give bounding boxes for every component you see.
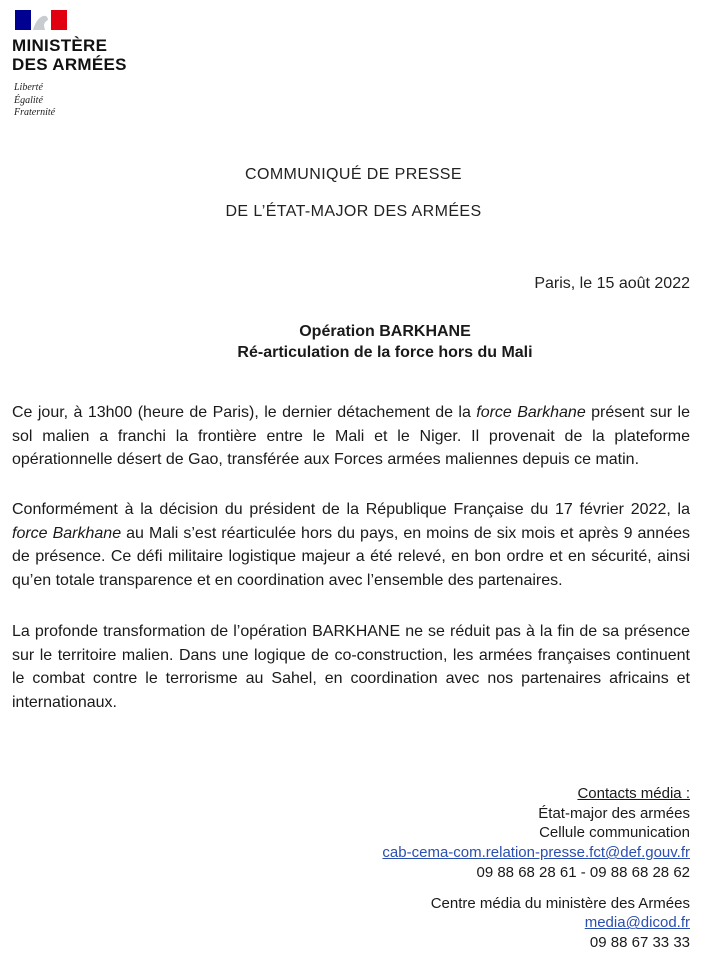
operation-subtitle: Ré-articulation de la force hors du Mali: [237, 344, 533, 361]
marianne-flag-icon: [15, 10, 67, 30]
contact-phone-dicod: 09 88 67 33 33: [589, 933, 690, 951]
paragraph-2-emphasis: force Barkhane: [12, 524, 122, 542]
ministry-name: [12, 36, 127, 74]
paragraph-1-text-end: présent sur le sol malien a franchi la frontière entre le Mali et le Niger. Il provenait de la plateforme opérationnelle désert de Gao, transférée aux Forces armées maliennes depuis ce matin.: [12, 404, 690, 469]
paragraph-3: La profonde transformation de l’opération BARKHANE ne se réduit pas à la fin de sa présence sur le territoire malien. Dans une logique de co-construction, les armées françaises continuent le combat contre le terrorisme au Sahel, en coordination avec nos partenaires africains et internationaux.: [12, 623, 690, 712]
contact-email-ema[interactable]: cab-cema-com.relation-presse.fct@def.gouv.fr: [382, 844, 690, 862]
paragraph-2-text: Conformément à la décision du président de la République Française du 17 février 2022, la: [12, 501, 690, 518]
contact-phone-ema: 09 88 68 28 61 - 09 88 68 28 62: [476, 863, 690, 881]
contacts-label: Contacts média :: [577, 785, 690, 802]
operation-title: Opération BARKHANE: [299, 323, 471, 340]
paragraph-1-emphasis: force Barkhane: [476, 404, 586, 421]
contacts-spacer: [270, 883, 690, 894]
paragraph-1: [12, 401, 690, 472]
ministry-name-line2: DES ARMÉES: [12, 55, 127, 74]
press-release-subheading: DE L’ÉTAT-MAJOR DES ARMÉES: [225, 203, 482, 220]
paragraph-1-text: Ce jour, à 13h00 (heure de Paris), le dernier détachement de la: [12, 404, 477, 421]
republic-motto: [14, 82, 55, 120]
contact-email-dicod[interactable]: media@dicod.fr: [584, 914, 690, 932]
motto-liberte: Liberté: [14, 82, 43, 93]
press-release-heading: COMMUNIQUÉ DE PRESSE: [245, 166, 462, 183]
media-contacts: [270, 784, 690, 953]
paragraph-2-text-end: au Mali s’est réarticulée hors du pays, en moins de six mois et après 9 années de présence. Ce défi militaire logistique majeur a été relevé, en bon ordre et en sécurité, ainsi qu’en totale transparence et en coordination avec l’ensemble des partenaires.: [12, 524, 690, 590]
contact-dept: Cellule communication: [539, 824, 690, 842]
contact-org-ema: État-major des armées: [538, 804, 690, 822]
release-date: Paris, le 15 août 2022: [534, 275, 690, 292]
motto-egalite: Égalité: [14, 94, 43, 106]
contact-org-dicod: Centre média du ministère des Armées: [430, 894, 690, 912]
paragraph-2: [12, 498, 690, 593]
ministry-name-line1: MINISTÈRE: [12, 36, 108, 55]
motto-fraternite: Fraternité: [14, 107, 56, 118]
